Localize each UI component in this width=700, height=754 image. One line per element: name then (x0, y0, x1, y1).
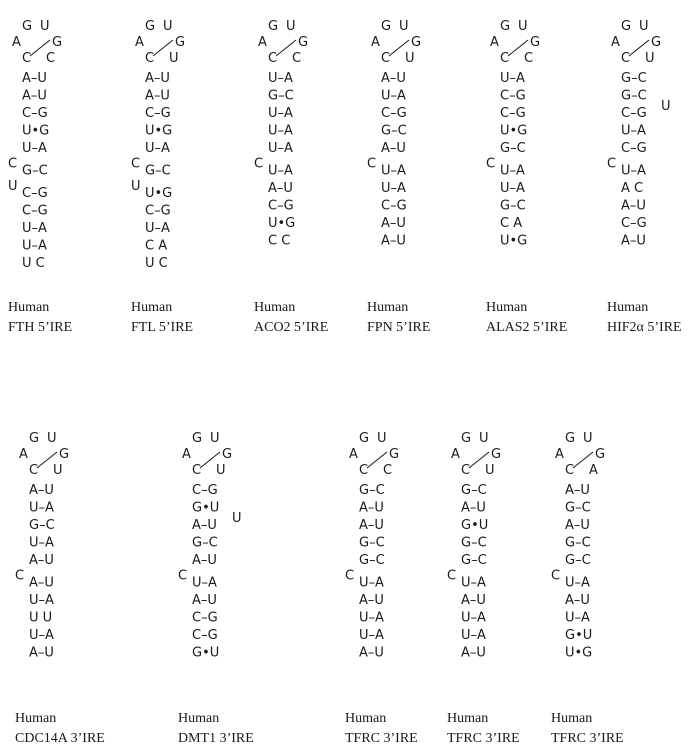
loop-nucleotide: U (169, 51, 179, 66)
base-pair: G–C (461, 535, 487, 551)
base-pair: A–U (192, 553, 217, 568)
loop-nucleotide: G (411, 35, 422, 50)
species-label: Human (447, 711, 489, 726)
species-label: Human (551, 711, 593, 726)
base-pair: A–U (29, 483, 54, 498)
base-pair: U–A (621, 123, 646, 139)
base-pair: U–A (500, 181, 525, 196)
structure-name-label: HIF2α 5’IRE (607, 320, 682, 335)
base-pair: U–A (268, 106, 293, 121)
base-pair: G•U (192, 500, 220, 516)
loop-nucleotide: C (381, 51, 391, 66)
loop-nucleotide: G (145, 19, 156, 34)
loop-nucleotide: U (53, 463, 63, 478)
loop-nucleotide: A (19, 447, 28, 462)
base-pair: A–U (22, 71, 47, 86)
bulge-nucleotide: C (367, 156, 377, 172)
species-label: Human (15, 711, 57, 726)
base-pair: U–A (381, 88, 406, 104)
loop-nucleotide: U (583, 431, 593, 446)
base-pair: A–U (29, 575, 54, 591)
base-pair: U U (29, 610, 53, 626)
bulge-nucleotide: U (8, 179, 18, 194)
loop-nucleotide: U (286, 19, 296, 34)
base-pair: G–C (22, 163, 48, 179)
loop-nucleotide: G (595, 447, 606, 462)
loop-nucleotide: G (59, 447, 70, 462)
base-pair: C–G (381, 198, 407, 214)
bulge-nucleotide: C (8, 156, 18, 172)
structure-name-label: CDC14A 3’IRE (15, 731, 105, 746)
species-label: Human (8, 300, 50, 315)
loop-nucleotide: C (46, 51, 56, 66)
base-pair: U•G (22, 123, 50, 139)
base-pair: A–U (381, 216, 406, 231)
loop-nucleotide: G (621, 19, 632, 34)
base-pair: C C (268, 233, 291, 249)
bulge-nucleotide: C (551, 568, 561, 584)
base-pair: U–A (565, 575, 590, 591)
base-pair: U–A (359, 575, 384, 591)
loop-nucleotide: U (405, 51, 415, 66)
base-pair: C–G (381, 106, 407, 121)
base-pair: U–A (381, 163, 406, 179)
loop-nucleotide: G (175, 35, 186, 50)
base-pair: A–U (381, 233, 406, 249)
loop-nucleotide: G (500, 19, 511, 34)
structure-name-label: ACO2 5’IRE (254, 320, 329, 335)
base-pair: U–A (500, 71, 525, 86)
structure-name-label: DMT1 3’IRE (178, 731, 254, 746)
base-pair: C–G (192, 628, 218, 643)
base-pair: C–G (22, 106, 48, 121)
base-pair: U–A (359, 610, 384, 626)
base-pair: A–U (359, 518, 384, 533)
base-pair: A–U (22, 88, 47, 104)
base-pair: U–A (22, 141, 47, 156)
base-pair: U–A (22, 238, 47, 254)
structure-name-label: TFRC 3’IRE (551, 731, 624, 746)
base-pair: A–U (145, 71, 170, 86)
base-pair: G–C (621, 88, 647, 104)
base-pair: U–A (29, 628, 54, 643)
base-pair: G–C (565, 553, 591, 568)
loop-nucleotide: G (29, 431, 40, 446)
loop-nucleotide: A (490, 35, 499, 50)
loop-nucleotide: U (399, 19, 409, 34)
loop-nucleotide: C (461, 463, 471, 478)
base-pair: A–U (621, 198, 646, 214)
structure-name-label: ALAS2 5’IRE (486, 320, 568, 335)
loop-nucleotide: A (451, 447, 460, 462)
base-pair: C A (500, 216, 523, 231)
base-pair: A–U (359, 645, 384, 661)
loop-nucleotide: U (47, 431, 57, 446)
loop-nucleotide: G (192, 431, 203, 446)
base-pair: C–G (500, 106, 526, 121)
bulge-nucleotide: C (178, 568, 188, 584)
base-pair: G–C (381, 123, 407, 139)
base-pair: A–U (29, 645, 54, 661)
structure-name-label: FTH 5’IRE (8, 320, 73, 335)
base-pair: U•G (500, 233, 528, 249)
loop-nucleotide: A (182, 447, 191, 462)
base-pair: A–U (268, 181, 293, 196)
base-pair: A–U (145, 88, 170, 104)
bulge-nucleotide: C (131, 156, 141, 172)
loop-nucleotide: U (639, 19, 649, 34)
base-pair: U–A (359, 628, 384, 643)
loop-nucleotide: A (258, 35, 267, 50)
base-pair: G–C (565, 535, 591, 551)
base-pair: A–U (29, 553, 54, 568)
base-pair: A–U (192, 593, 217, 608)
loop-nucleotide: C (565, 463, 575, 478)
base-pair: A–U (461, 593, 486, 608)
base-pair: A–U (565, 518, 590, 533)
loop-nucleotide: G (381, 19, 392, 34)
base-pair: G–C (145, 163, 171, 179)
loop-nucleotide: C (621, 51, 631, 66)
base-pair: U C (22, 256, 45, 271)
base-pair: U–A (268, 123, 293, 139)
base-pair: G–C (29, 518, 55, 533)
base-pair: G–C (359, 553, 385, 568)
base-pair: C A (145, 238, 168, 254)
loop-nucleotide: U (485, 463, 495, 478)
species-label: Human (607, 300, 649, 315)
loop-nucleotide: G (52, 35, 63, 50)
loop-nucleotide: G (651, 35, 662, 50)
base-pair: U–A (268, 71, 293, 86)
bulge-nucleotide: C (15, 568, 25, 584)
loop-nucleotide: U (216, 463, 226, 478)
loop-nucleotide: C (359, 463, 369, 478)
base-pair: C–G (145, 203, 171, 219)
base-pair: U•G (500, 123, 528, 139)
base-pair: A–U (359, 593, 384, 608)
loop-nucleotide: A (371, 35, 380, 50)
base-pair: U C (145, 256, 168, 271)
base-pair: U–A (461, 575, 486, 591)
loop-nucleotide: G (22, 19, 33, 34)
loop-nucleotide: U (518, 19, 528, 34)
structure-name-label: TFRC 3’IRE (345, 731, 418, 746)
base-pair: A–U (381, 141, 406, 156)
loop-nucleotide: U (163, 19, 173, 34)
loop-nucleotide: G (491, 447, 502, 462)
bulge-nucleotide: U (232, 511, 242, 526)
base-pair: A–U (621, 233, 646, 249)
base-pair: A–U (359, 500, 384, 516)
species-label: Human (486, 300, 528, 315)
base-pair: G•U (461, 518, 489, 533)
base-pair: G–C (359, 483, 385, 498)
loop-nucleotide: A (135, 35, 144, 50)
loop-nucleotide: G (268, 19, 279, 34)
loop-nucleotide: C (145, 51, 155, 66)
base-pair: U–A (268, 141, 293, 156)
base-pair: U–A (621, 163, 646, 179)
loop-nucleotide: U (377, 431, 387, 446)
bulge-nucleotide: U (131, 179, 141, 194)
base-pair: A–U (565, 483, 590, 498)
loop-nucleotide: U (479, 431, 489, 446)
loop-nucleotide: A (349, 447, 358, 462)
loop-nucleotide: C (292, 51, 302, 66)
loop-nucleotide: A (555, 447, 564, 462)
base-pair: A C (621, 181, 644, 196)
base-pair: C–G (22, 203, 48, 219)
loop-nucleotide: C (268, 51, 278, 66)
species-label: Human (131, 300, 173, 315)
base-pair: U•G (145, 123, 173, 139)
base-pair: U•G (145, 186, 173, 201)
base-pair: U–A (461, 610, 486, 626)
loop-nucleotide: U (40, 19, 50, 34)
loop-nucleotide: A (12, 35, 21, 50)
base-pair: G–C (500, 141, 526, 156)
base-pair: U•G (565, 645, 593, 661)
species-label: Human (367, 300, 409, 315)
loop-nucleotide: G (461, 431, 472, 446)
base-pair: G•U (565, 628, 593, 643)
structure-name-label: FTL 5’IRE (131, 320, 194, 335)
loop-nucleotide: U (210, 431, 220, 446)
bulge-nucleotide: C (345, 568, 355, 584)
loop-nucleotide: C (29, 463, 39, 478)
base-pair: C–G (192, 610, 218, 626)
bulge-nucleotide: C (254, 156, 264, 172)
base-pair: U–A (29, 500, 54, 516)
base-pair: U–A (268, 163, 293, 179)
base-pair: G–C (565, 500, 591, 516)
base-pair: C–G (192, 483, 218, 498)
base-pair: C–G (22, 186, 48, 201)
loop-nucleotide: C (192, 463, 202, 478)
loop-nucleotide: U (645, 51, 655, 66)
bulge-nucleotide: U (661, 99, 671, 114)
loop-nucleotide: C (22, 51, 32, 66)
base-pair: U–A (145, 141, 170, 156)
bulge-nucleotide: C (607, 156, 617, 172)
base-pair: G–C (461, 483, 487, 498)
loop-nucleotide: G (359, 431, 370, 446)
bulge-nucleotide: C (447, 568, 457, 584)
base-pair: U–A (145, 221, 170, 236)
loop-nucleotide: G (222, 447, 233, 462)
loop-nucleotide: G (389, 447, 400, 462)
base-pair: A–U (192, 518, 217, 533)
base-pair: G•U (192, 645, 220, 661)
base-pair: G–C (268, 88, 294, 104)
base-pair: U–A (565, 610, 590, 626)
base-pair: U–A (29, 535, 54, 551)
base-pair: G–C (192, 535, 218, 551)
base-pair: C–G (145, 106, 171, 121)
base-pair: U•G (268, 216, 296, 231)
loop-nucleotide: C (383, 463, 393, 478)
species-label: Human (345, 711, 387, 726)
base-pair: U–A (192, 575, 217, 591)
base-pair: U–A (22, 221, 47, 236)
structure-name-label: FPN 5’IRE (367, 320, 431, 335)
base-pair: G–C (500, 198, 526, 214)
loop-nucleotide: C (524, 51, 534, 66)
base-pair: C–G (500, 88, 526, 104)
base-pair: A–U (381, 71, 406, 86)
base-pair: A–U (461, 645, 486, 661)
base-pair: U–A (29, 593, 54, 608)
base-pair: A–U (461, 500, 486, 516)
base-pair: G–C (621, 71, 647, 86)
base-pair: C–G (268, 198, 294, 214)
base-pair: C–G (621, 106, 647, 121)
species-label: Human (254, 300, 296, 315)
loop-nucleotide: C (500, 51, 510, 66)
bulge-nucleotide: C (486, 156, 496, 172)
base-pair: U–A (381, 181, 406, 196)
base-pair: U–A (500, 163, 525, 179)
structure-name-label: TFRC 3’IRE (447, 731, 520, 746)
base-pair: C–G (621, 141, 647, 156)
base-pair: G–C (461, 553, 487, 568)
loop-nucleotide: G (530, 35, 541, 50)
base-pair: A–U (565, 593, 590, 608)
base-pair: G–C (359, 535, 385, 551)
base-pair: U–A (461, 628, 486, 643)
loop-nucleotide: G (565, 431, 576, 446)
loop-nucleotide: G (298, 35, 309, 50)
loop-nucleotide: A (589, 463, 598, 478)
loop-nucleotide: A (611, 35, 620, 50)
base-pair: C–G (621, 216, 647, 231)
species-label: Human (178, 711, 220, 726)
